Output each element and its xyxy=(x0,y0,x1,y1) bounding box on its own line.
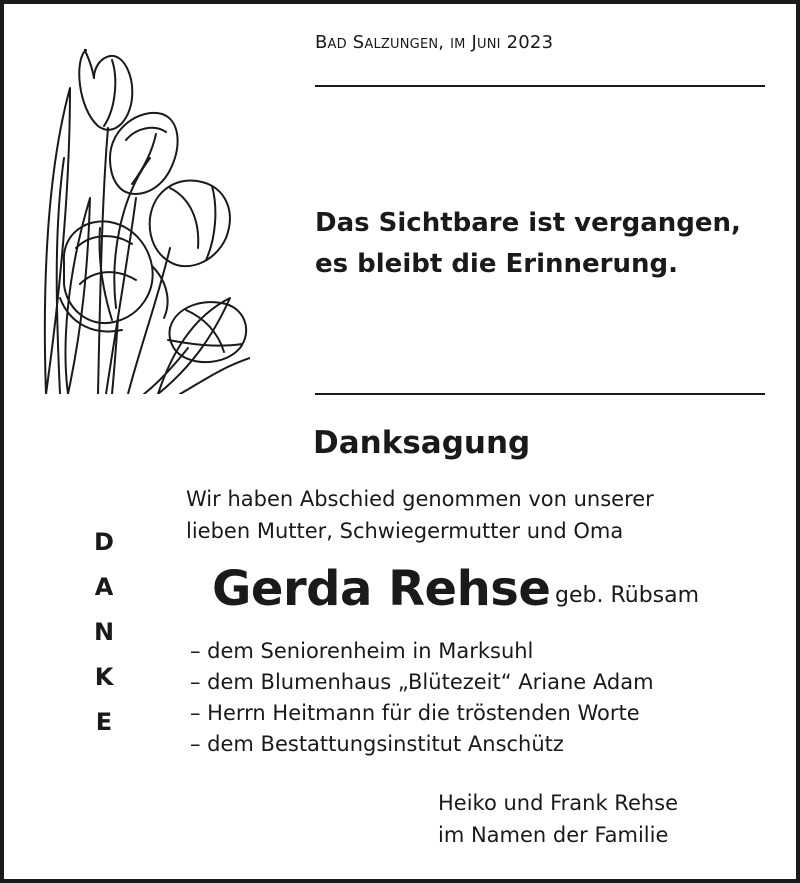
top-divider xyxy=(315,85,765,87)
dateline: Bad Salzungen, im Juni 2023 xyxy=(315,32,554,53)
notice-title: Danksagung xyxy=(313,425,531,461)
tulip-right xyxy=(150,181,230,267)
intro-line: Wir haben Abschied genommen von unserer xyxy=(186,487,654,511)
thanks-list xyxy=(190,636,654,760)
signature-line: im Namen der Familie xyxy=(438,823,669,847)
middle-divider xyxy=(315,393,765,395)
thanks-item: – dem Blumenhaus „Blütezeit“ Ariane Adam xyxy=(190,670,654,694)
signature-line: Heiko und Frank Rehse xyxy=(438,791,679,815)
memorial-quote xyxy=(315,203,741,285)
danke-letter: N xyxy=(93,618,115,646)
intro-text xyxy=(186,483,654,547)
danke-letter: D xyxy=(94,528,114,556)
tulip-bottom xyxy=(168,302,246,362)
tulip-bouquet-illustration xyxy=(40,48,250,394)
quote-line: es bleibt die Erinnerung. xyxy=(315,249,679,279)
danke-letter: K xyxy=(94,663,114,691)
danke-letter: E xyxy=(95,708,113,736)
signature xyxy=(438,787,678,851)
leaves xyxy=(45,88,250,394)
danke-letter: A xyxy=(94,573,114,601)
deceased-name: Gerda Rehse xyxy=(212,561,551,617)
birth-name: geb. Rübsam xyxy=(555,583,700,608)
quote-line: Das Sichtbare ist vergangen, xyxy=(315,208,741,238)
tulip-top xyxy=(79,50,132,130)
thanks-item: – dem Seniorenheim in Marksuhl xyxy=(190,639,534,663)
thanks-item: – dem Bestattungsinstitut Anschütz xyxy=(190,732,564,756)
vertical-danke xyxy=(84,520,124,745)
intro-line: lieben Mutter, Schwiegermutter und Oma xyxy=(186,519,624,543)
thanks-item: – Herrn Heitmann für die tröstenden Worte xyxy=(190,701,640,725)
